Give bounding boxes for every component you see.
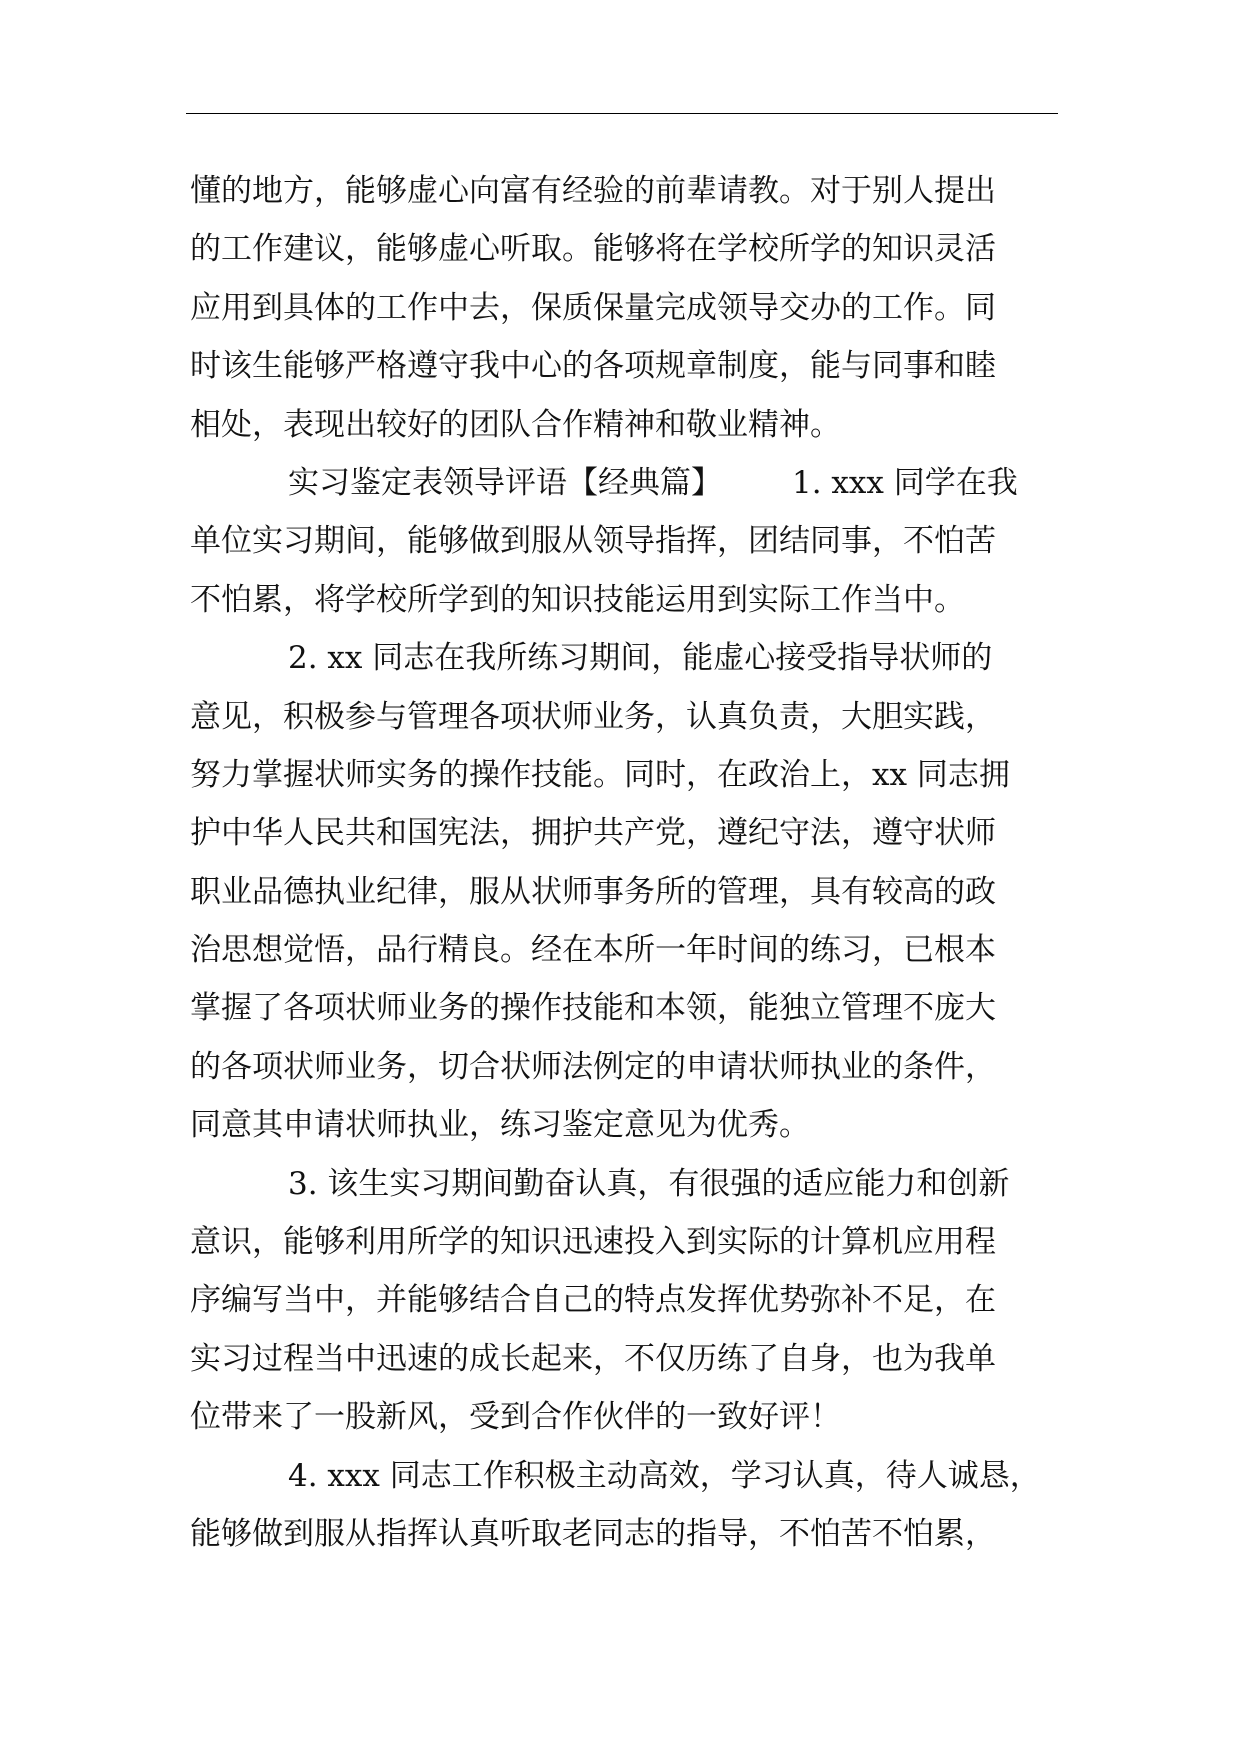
text-line: 护中华人民共和国宪法，拥护共产党，遵纪守法，遵守状师 — [190, 815, 996, 852]
text-line: 治思想觉悟，品行精良。经在本所一年时间的练习，已根本 — [190, 932, 996, 969]
text-line: 实习过程当中迅速的成长起来，不仅历练了自身，也为我单 — [190, 1340, 996, 1377]
text-line: 2. xx 同志在我所练习期间，能虚心接受指导状师的 — [288, 640, 993, 677]
section-heading: 实习鉴定表领导评语【经典篇】 — [288, 464, 722, 501]
text-line: 4. xxx 同志工作积极主动高效，学习认真，待人诚恳， — [288, 1457, 1041, 1494]
document-body — [190, 162, 1070, 1563]
text-line: 同意其申请状师执业，练习鉴定意见为优秀。 — [190, 1107, 810, 1144]
text-line: 的工作建议，能够虚心听取。能够将在学校所学的知识灵活 — [190, 231, 996, 268]
text-line: 职业品德执业纪律，服从状师事务所的管理，具有较高的政 — [190, 873, 996, 910]
heading-line — [190, 454, 1070, 512]
text-line: 意识，能够利用所学的知识迅速投入到实际的计算机应用程 — [190, 1224, 996, 1261]
text-line: 意见，积极参与管理各项状师业务，认真负责，大胆实践， — [190, 698, 996, 735]
text-line: 单位实习期间，能够做到服从领导指挥，团结同事，不怕苦 — [190, 523, 996, 560]
header-rule — [186, 113, 1058, 114]
item-1-first-line: 1. xxx 同学在我 — [792, 464, 1018, 501]
text-line: 位带来了一股新风，受到合作伙伴的一致好评！ — [190, 1399, 841, 1436]
text-line: 努力掌握状师实务的操作技能。同时，在政治上，xx 同志拥 — [190, 756, 1010, 793]
text-line: 懂的地方，能够虚心向富有经验的前辈请教。对于别人提出 — [190, 173, 996, 209]
text-line: 应用到具体的工作中去，保质保量完成领导交办的工作。同 — [190, 289, 996, 326]
text-line: 掌握了各项状师业务的操作技能和本领，能独立管理不庞大 — [190, 990, 996, 1027]
text-line: 的各项状师业务，切合状师法例定的申请状师执业的条件， — [190, 1048, 996, 1085]
text-line: 不怕累，将学校所学到的知识技能运用到实际工作当中。 — [190, 581, 965, 618]
text-line: 3. 该生实习期间勤奋认真，有很强的适应能力和创新 — [288, 1165, 1010, 1202]
text-line: 时该生能够严格遵守我中心的各项规章制度，能与同事和睦 — [190, 348, 996, 385]
text-line: 序编写当中，并能够结合自己的特点发挥优势弥补不足，在 — [190, 1282, 996, 1319]
text-line: 相处，表现出较好的团队合作精神和敬业精神。 — [190, 406, 841, 443]
text-line: 能够做到服从指挥认真听取老同志的指导，不怕苦不怕累， — [190, 1515, 996, 1552]
